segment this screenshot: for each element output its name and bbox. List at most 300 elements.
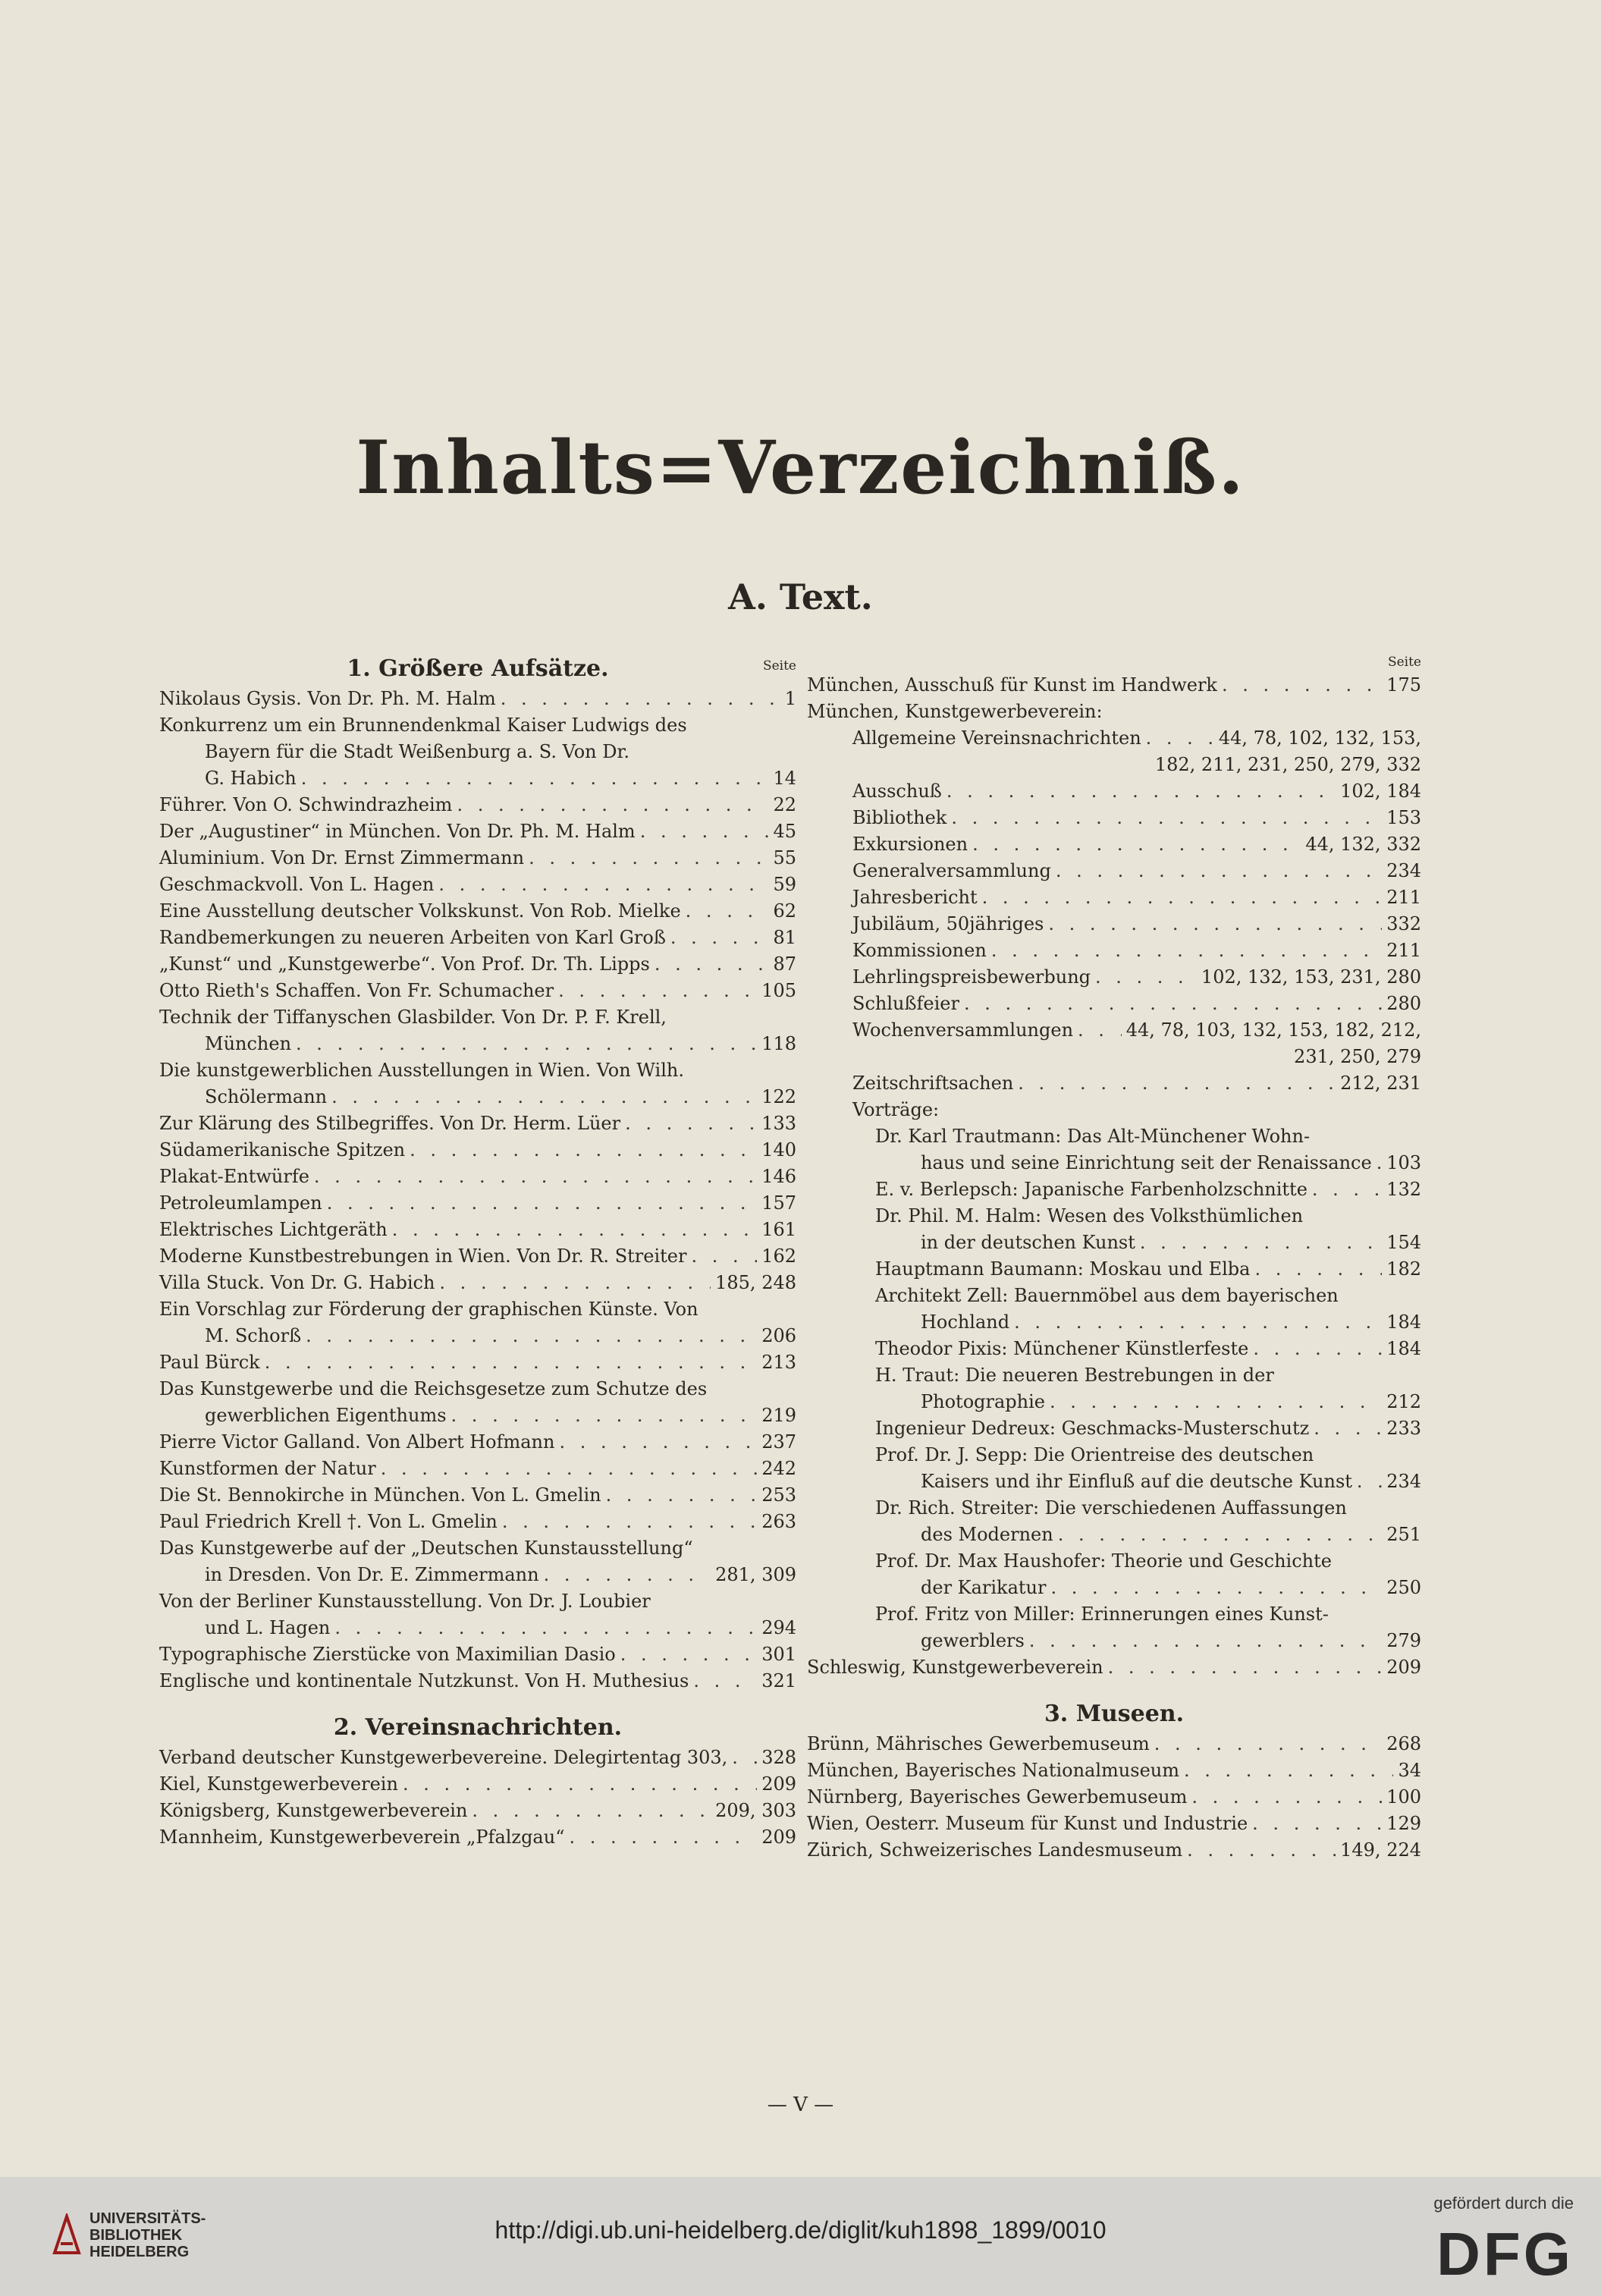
footer-bar (0, 2177, 1601, 2296)
entry-title: gewerblers (921, 1630, 1025, 1651)
page-ref: 44, 132, 332 (1305, 834, 1421, 855)
toc-entry (159, 898, 796, 925)
page-ref: 161 (761, 1219, 796, 1240)
entry-title: Verband deutscher Kunstgewerbevereine. Delegirtentag 303, (159, 1747, 728, 1768)
entry-title: Pierre Victor Galland. Von Albert Hofmann (159, 1431, 555, 1453)
page-ref: 105 (761, 980, 796, 1001)
entry-title: Kiel, Kunstgewerbeverein (159, 1773, 398, 1795)
page-ref: 184 (1386, 1338, 1421, 1359)
page-ref: 62 (773, 900, 796, 922)
entry-title: in Dresden. Von Dr. E. Zimmermann (205, 1564, 539, 1585)
page-ref: 211 (1386, 940, 1421, 961)
entry-title-line: Konkurrenz um ein Brunnendenkmal Kaiser Ludwigs des (159, 715, 687, 736)
entry-title: Jahresbericht (852, 887, 978, 908)
entry-title: Hochland (921, 1311, 1010, 1333)
entry-title-line: Technik der Tiffanyschen Glasbilder. Von Dr. P. F. Krell, (159, 1007, 667, 1028)
toc-entry (807, 858, 1421, 884)
toc-entry (159, 1349, 796, 1376)
toc-entry (159, 951, 796, 978)
dot-leader (559, 1429, 757, 1456)
entry-title: Englische und kontinentale Nutzkunst. Von H. Muthesius (159, 1670, 689, 1691)
toc-entry (159, 1588, 796, 1641)
dot-leader (1184, 1757, 1393, 1784)
toc-entry (807, 1097, 1421, 1123)
entry-title-line: Prof. Dr. Max Haushofer: Theorie und Geschichte (875, 1550, 1332, 1572)
page-ref: 213 (761, 1352, 796, 1373)
entry-title: Paul Bürck (159, 1352, 260, 1373)
entry-title: Kunstformen der Natur (159, 1458, 376, 1479)
entry-title: Hauptmann Baumann: Moskau und Elba (875, 1258, 1251, 1280)
dfg-logo: DFG (1436, 2220, 1574, 2288)
toc-entry (159, 1110, 796, 1137)
toc-entry (159, 1429, 796, 1456)
dot-leader (620, 1641, 758, 1668)
toc-entry (807, 964, 1421, 991)
entry-title: Otto Rieth's Schaffen. Von Fr. Schumacher (159, 980, 554, 1001)
entry-title: Zur Klärung des Stilbegriffes. Von Dr. Herm. Lüer (159, 1113, 621, 1134)
dot-leader (982, 884, 1383, 911)
entry-title-line: Das Kunstgewerbe auf der „Deutschen Kunstausstellung“ (159, 1537, 693, 1559)
page-ref: 234 (1386, 860, 1421, 881)
toc-entry (807, 1123, 1421, 1176)
page-ref: 122 (761, 1086, 796, 1107)
toc-entry (159, 1190, 796, 1217)
toc-entry (807, 1070, 1421, 1097)
page-ref: 100 (1386, 1786, 1421, 1808)
page-ref: 44, 78, 103, 132, 153, 182, 212, (1125, 1019, 1421, 1041)
dot-leader (1252, 1811, 1382, 1837)
dot-leader (334, 1615, 757, 1641)
toc-entry (807, 1283, 1421, 1336)
library-name-line: HEIDELBERG (89, 2244, 190, 2260)
entry-title: Plakat-Entwürfe (159, 1166, 309, 1187)
toc-entry (159, 925, 796, 951)
page-ref: 153 (1386, 807, 1421, 828)
toc-entry (807, 752, 1421, 778)
toc-entry (807, 1415, 1421, 1442)
page-ref: 140 (761, 1139, 796, 1161)
dot-leader (331, 1084, 757, 1110)
seite-label: Seite (762, 658, 796, 674)
page-ref: 251 (1386, 1524, 1421, 1545)
toc-entry (159, 686, 796, 712)
dot-leader (1018, 1070, 1336, 1097)
dot-leader (1253, 1336, 1382, 1362)
page-ref: 44, 78, 102, 132, 153, (1218, 727, 1421, 749)
toc-entry (807, 1837, 1421, 1864)
page-ref: 182, 211, 231, 250, 279, 332 (1154, 754, 1421, 775)
toc-entry (807, 991, 1421, 1017)
toc-entry (807, 1784, 1421, 1811)
page-ref: 253 (761, 1484, 796, 1506)
page-ref: 1 (784, 688, 796, 709)
page-ref: 242 (761, 1458, 796, 1479)
page-ref: 233 (1386, 1418, 1421, 1439)
page-ref: 175 (1386, 674, 1421, 696)
toc-entry (159, 1057, 796, 1110)
entry-title: Villa Stuck. Von Dr. G. Habich (159, 1272, 435, 1293)
dot-leader (951, 805, 1382, 831)
entry-title: Petroleumlampen (159, 1192, 322, 1214)
entry-title-line: Von der Berliner Kunstausstellung. Von Dr. J. Loubier (159, 1591, 651, 1612)
library-name-line: BIBLIOTHEK (89, 2227, 183, 2244)
dot-leader (1222, 672, 1382, 699)
entry-title: M. Schorß (205, 1325, 302, 1346)
page-ref: 146 (761, 1166, 796, 1187)
page-ref: 103 (1386, 1152, 1421, 1173)
entry-title-line: Architekt Zell: Bauernmöbel aus dem bayerischen (875, 1285, 1339, 1306)
dot-leader (686, 898, 769, 925)
dot-leader (1095, 964, 1197, 991)
entry-title: Schleswig, Kunstgewerbeverein (807, 1657, 1103, 1678)
entry-title-line: Prof. Fritz von Miller: Erinnerungen eines Kunst- (875, 1603, 1329, 1625)
entry-title: Zeitschriftsachen (852, 1073, 1014, 1094)
dot-leader (991, 938, 1382, 964)
entry-title: Nürnberg, Bayerisches Gewerbemuseum (807, 1786, 1188, 1808)
dot-leader (1312, 1176, 1382, 1203)
dot-leader (1146, 725, 1214, 752)
toc-entry (807, 1203, 1421, 1256)
entry-title: in der deutschen Kunst (921, 1232, 1135, 1253)
entry-title: Königsberg, Kunstgewerbeverein (159, 1800, 468, 1821)
page-ref: 281, 309 (715, 1564, 796, 1585)
entry-title: München (205, 1033, 292, 1054)
toc-entry (159, 1217, 796, 1243)
entry-title: Geschmackvoll. Von L. Hagen (159, 874, 435, 895)
entry-title: Nikolaus Gysis. Von Dr. Ph. M. Halm (159, 688, 496, 709)
entry-title: G. Habich (205, 768, 297, 789)
page-ref: 182 (1386, 1258, 1421, 1280)
toc-entry (159, 712, 796, 792)
page-ref: 209 (761, 1826, 796, 1848)
toc-entry (159, 1509, 796, 1535)
page-ref: 154 (1386, 1232, 1421, 1253)
dot-leader (457, 792, 768, 818)
dot-leader (472, 1798, 711, 1824)
dot-leader (1050, 1575, 1382, 1601)
entry-list (159, 686, 796, 1695)
toc-entry (807, 911, 1421, 938)
dot-leader (1357, 1468, 1382, 1495)
page-ref: 185, 248 (715, 1272, 796, 1293)
entry-title-line: Die kunstgewerblichen Ausstellungen in Wien. Von Wilh. (159, 1060, 684, 1081)
dot-leader (1048, 911, 1382, 938)
dot-leader (438, 872, 768, 898)
entry-title: und L. Hagen (205, 1617, 331, 1638)
dot-leader (972, 831, 1301, 858)
page-ref: 45 (773, 821, 796, 842)
toc-entry (807, 1442, 1421, 1495)
entry-title: Typographische Zierstücke von Maximilian Dasio (159, 1644, 616, 1665)
toc-entry (159, 1376, 796, 1429)
page-ref: 149, 224 (1340, 1839, 1421, 1861)
dot-leader (1014, 1309, 1382, 1336)
dot-leader (403, 1771, 757, 1798)
dot-leader (502, 1509, 757, 1535)
page-ref: 129 (1386, 1813, 1421, 1834)
entry-title: Kaisers und ihr Einfluß auf die deutsche Kunst (921, 1471, 1352, 1492)
toc-entry (159, 1004, 796, 1057)
page-ref: 237 (761, 1431, 796, 1453)
dot-leader (1029, 1628, 1382, 1654)
entry-title: Theodor Pixis: Münchener Künstlerfeste (875, 1338, 1249, 1359)
toc-entry (807, 831, 1421, 858)
page-ref: 133 (761, 1113, 796, 1134)
permalink-url[interactable]: http://digi.ub.uni-heidelberg.de/diglit/kuh1898_1899/0010 (494, 2216, 1107, 2244)
toc-entry (807, 699, 1421, 725)
dot-leader (265, 1349, 757, 1376)
dot-leader (544, 1562, 711, 1588)
dot-leader (625, 1110, 757, 1137)
entry-title: Ingenieur Dedreux: Geschmacks-Musterschutz (875, 1418, 1310, 1439)
entry-title: Jubiläum, 50jähriges (852, 913, 1044, 934)
dot-leader (296, 1031, 757, 1057)
toc-entry (807, 1731, 1421, 1757)
page-ref: 132 (1386, 1179, 1421, 1200)
dot-leader (1056, 858, 1382, 884)
page-ref: 34 (1398, 1760, 1421, 1781)
toc-entry (807, 1336, 1421, 1362)
page-ref: 328 (761, 1747, 796, 1768)
page-ref: 234 (1386, 1471, 1421, 1492)
dot-leader (1191, 1784, 1382, 1811)
page-ref: 321 (761, 1670, 796, 1691)
entry-title: München, Ausschuß für Kunst im Handwerk (807, 674, 1217, 696)
dot-leader (606, 1482, 758, 1509)
dot-leader (1187, 1837, 1336, 1864)
entry-title-line: Dr. Rich. Streiter: Die verschiedenen Auffassungen (875, 1497, 1347, 1519)
toc-entry (159, 1482, 796, 1509)
entry-title-line: Prof. Dr. J. Sepp: Die Orientreise des deutschen (875, 1444, 1314, 1465)
dot-leader (306, 1323, 757, 1349)
toc-entry (159, 1535, 796, 1588)
entry-title: des Modernen (921, 1524, 1053, 1545)
page-ref: 22 (773, 794, 796, 815)
entry-list (159, 1745, 796, 1851)
entry-title: „Kunst“ und „Kunstgewerbe“. Von Prof. Dr. Th. Lipps (159, 953, 650, 975)
toc-entry (807, 1601, 1421, 1654)
toc-entry (159, 1456, 796, 1482)
entry-title: Elektrisches Lichtgeräth (159, 1219, 388, 1240)
dot-leader (301, 765, 769, 792)
entry-title: haus und seine Einrichtung seit der Renaissance (921, 1152, 1372, 1173)
dot-leader (410, 1137, 757, 1164)
entry-title: Paul Friedrich Krell †. Von L. Gmelin (159, 1511, 498, 1532)
toc-entry (159, 1798, 796, 1824)
page-ref: 102, 132, 153, 231, 280 (1201, 966, 1421, 988)
page-ref: 294 (761, 1617, 796, 1638)
entry-title: Zürich, Schweizerisches Landesmuseum (807, 1839, 1183, 1861)
dot-leader (640, 818, 769, 845)
heading-museen: 3. Museen. (1044, 1701, 1185, 1727)
page-ref: 209 (761, 1773, 796, 1795)
toc-entry (159, 1745, 796, 1771)
dot-leader (691, 1243, 757, 1270)
page-ref: 59 (773, 874, 796, 895)
dot-leader (1377, 1150, 1382, 1176)
toc-entry (159, 1270, 796, 1296)
dot-leader (558, 978, 757, 1004)
toc-entry (807, 1811, 1421, 1837)
entry-title: Schölermann (205, 1086, 328, 1107)
entry-title: Mannheim, Kunstgewerbeverein „Pfalzgau“ (159, 1826, 565, 1848)
toc-entry (807, 1654, 1421, 1681)
dot-leader (1254, 1256, 1382, 1283)
page-ref: 55 (773, 847, 796, 868)
page-ref: 162 (761, 1245, 796, 1267)
toc-entry (159, 1771, 796, 1798)
page-ref: 212, 231 (1340, 1073, 1421, 1094)
page-ref: 263 (761, 1511, 796, 1532)
page-number: — V — (767, 2093, 834, 2116)
toc-entry (159, 872, 796, 898)
dot-leader (732, 1745, 757, 1771)
toc-entry (159, 1824, 796, 1851)
page-title: Inhalts=Verzeichniß. (356, 425, 1245, 510)
library-name-line: UNIVERSITÄTS- (89, 2210, 206, 2227)
page-ref: 250 (1386, 1577, 1421, 1598)
entry-list (807, 672, 1421, 1681)
page-ref: 14 (773, 768, 796, 789)
page-ref: 212 (1386, 1391, 1421, 1412)
entry-title: Schlußfeier (852, 993, 959, 1014)
entry-title: Wochenversammlungen (852, 1019, 1074, 1041)
entry-title: Lehrlingspreisbewerbung (852, 966, 1091, 988)
dot-leader (964, 991, 1382, 1017)
entry-title-line: Bayern für die Stadt Weißenburg a. S. Von Dr. (205, 741, 629, 762)
page-ref: 301 (761, 1644, 796, 1665)
dot-leader (1140, 1230, 1382, 1256)
dot-leader (1154, 1731, 1382, 1757)
page-ref: 211 (1386, 887, 1421, 908)
entry-title: München, Kunstgewerbeverein: (807, 701, 1103, 722)
dot-leader (529, 845, 768, 872)
dot-leader (451, 1402, 758, 1429)
dot-leader (314, 1164, 757, 1190)
section-title: A. Text. (728, 576, 873, 617)
toc-entry (807, 1176, 1421, 1203)
toc-entry (159, 1164, 796, 1190)
entry-title: gewerblichen Eigenthums (205, 1405, 447, 1426)
page-ref: 102, 184 (1340, 781, 1421, 802)
page-ref: 280 (1386, 993, 1421, 1014)
toc-entry (807, 1017, 1421, 1044)
entry-title: München, Bayerisches Nationalmuseum (807, 1760, 1179, 1781)
heading-groessere-aufsaetze (159, 652, 796, 686)
page-ref: 231, 250, 279 (1294, 1046, 1421, 1067)
right-column (807, 652, 1421, 1864)
toc-entry (807, 1256, 1421, 1283)
toc-entry (807, 672, 1421, 699)
entry-title: E. v. Berlepsch: Japanische Farbenholzschnitte (875, 1179, 1307, 1200)
heading-text: 1. Größere Aufsätze. (347, 655, 609, 682)
entry-title: Kommissionen (852, 940, 987, 961)
toc-entry (807, 1757, 1421, 1784)
page-ref: 87 (773, 953, 796, 975)
toc-entry (807, 805, 1421, 831)
page-ref: 268 (1386, 1733, 1421, 1754)
entry-title: Exkursionen (852, 834, 968, 855)
dot-leader (327, 1190, 757, 1217)
entry-title: Aluminium. Von Dr. Ernst Zimmermann (159, 847, 525, 868)
entry-title: Führer. Von O. Schwindrazheim (159, 794, 453, 815)
toc-entry (807, 1044, 1421, 1070)
toc-entry (807, 884, 1421, 911)
toc-entry (159, 1668, 796, 1695)
dot-leader (1058, 1522, 1382, 1548)
entry-title: Eine Ausstellung deutscher Volkskunst. Von Rob. Mielke (159, 900, 681, 922)
dot-leader (501, 686, 780, 712)
toc-entry (159, 978, 796, 1004)
entry-title: Photographie (921, 1391, 1045, 1412)
entry-title: Randbemerkungen zu neueren Arbeiten von Karl Groß (159, 927, 666, 948)
dot-leader (670, 925, 769, 951)
toc-entry (807, 778, 1421, 805)
dot-leader (1078, 1017, 1122, 1044)
page-ref: 81 (773, 927, 796, 948)
toc-entry (159, 818, 796, 845)
toc-entry (159, 792, 796, 818)
dot-leader (946, 778, 1336, 805)
entry-title-line: Dr. Karl Trautmann: Das Alt-Münchener Wohn- (875, 1126, 1311, 1147)
toc-entry (807, 725, 1421, 752)
seite-label: Seite (1387, 655, 1421, 670)
entry-title: Wien, Oesterr. Museum für Kunst und Industrie (807, 1813, 1248, 1834)
toc-entry (159, 845, 796, 872)
dot-leader (655, 951, 769, 978)
entry-title: Ausschuß (852, 781, 942, 802)
toc-entry (159, 1243, 796, 1270)
entry-title: Brünn, Mährisches Gewerbemuseum (807, 1733, 1150, 1754)
entry-title: Südamerikanische Spitzen (159, 1139, 406, 1161)
toc-entry (807, 1362, 1421, 1415)
left-column (159, 652, 796, 1851)
entry-title: Bibliothek (852, 807, 947, 828)
entry-title-line: Ein Vorschlag zur Förderung der graphischen Künste. Von (159, 1299, 698, 1320)
toc-entry (159, 1641, 796, 1668)
dot-leader (1314, 1415, 1382, 1442)
dot-leader (1050, 1389, 1382, 1415)
entry-title: Die St. Bennokirche in München. Von L. Gmelin (159, 1484, 601, 1506)
dot-leader (392, 1217, 757, 1243)
entry-title: der Karikatur (921, 1577, 1047, 1598)
dot-leader (381, 1456, 758, 1482)
entry-title: Vorträge: (852, 1099, 940, 1120)
entry-title: Allgemeine Vereinsnachrichten (852, 727, 1141, 749)
page-ref: 332 (1386, 913, 1421, 934)
entry-title-line: Das Kunstgewerbe und die Reichsgesetze zum Schutze des (159, 1378, 708, 1399)
toc-entry (807, 1548, 1421, 1601)
toc-entry (807, 1495, 1421, 1548)
page-ref: 157 (761, 1192, 796, 1214)
dot-leader (569, 1824, 757, 1851)
page-ref: 209 (1386, 1657, 1421, 1678)
entry-title: Moderne Kunstbestrebungen in Wien. Von Dr. R. Streiter (159, 1245, 687, 1267)
toc-entry (159, 1137, 796, 1164)
entry-title: Generalversammlung (852, 860, 1051, 881)
page-ref: 118 (761, 1033, 796, 1054)
toc-entry (159, 1296, 796, 1349)
entry-title-line: H. Traut: Die neueren Bestrebungen in der (875, 1365, 1274, 1386)
page-ref: 209, 303 (715, 1800, 796, 1821)
page-ref: 206 (761, 1325, 796, 1346)
dot-leader (1108, 1654, 1383, 1681)
funding-note: gefördert durch die (1433, 2194, 1574, 2213)
page-ref: 279 (1386, 1630, 1421, 1651)
entry-title: Der „Augustiner“ in München. Von Dr. Ph. M. Halm (159, 821, 636, 842)
page-ref: 219 (761, 1405, 796, 1426)
dot-leader (439, 1270, 711, 1296)
